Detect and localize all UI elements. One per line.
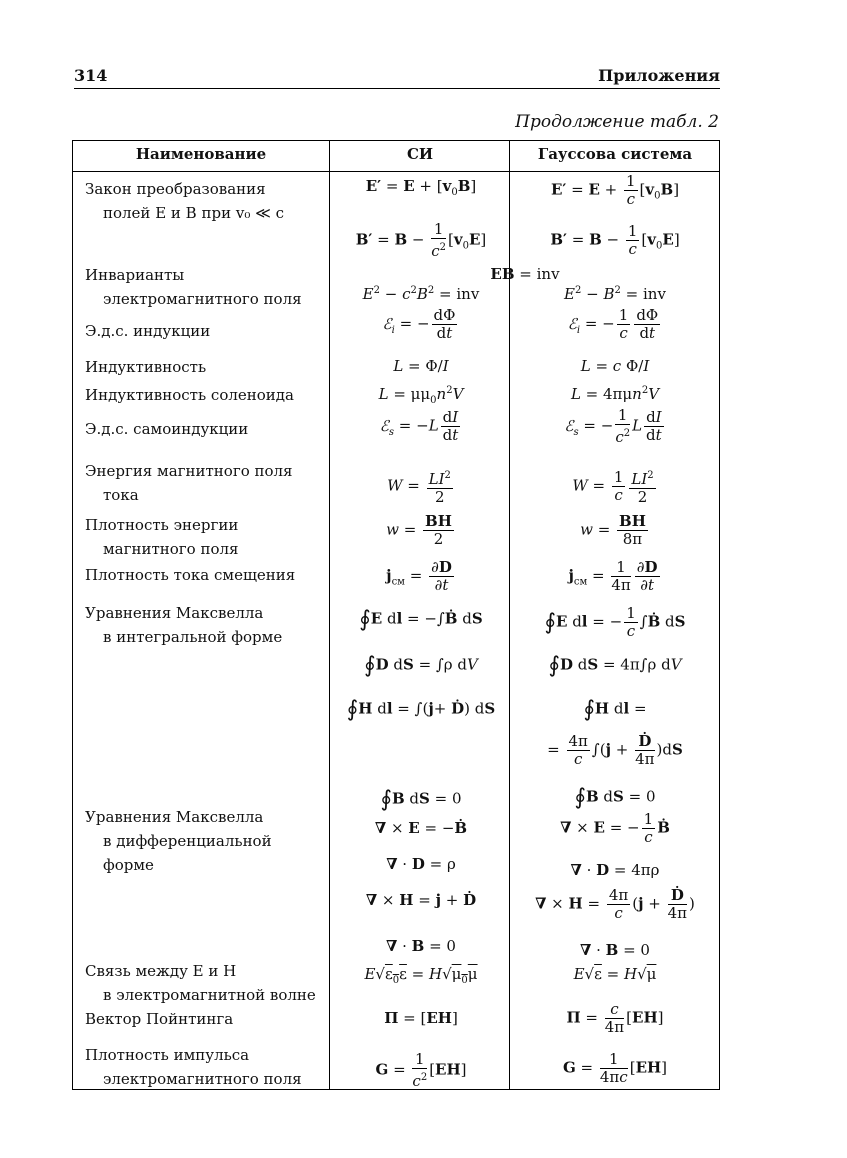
col-header-name: Наименование: [135, 145, 267, 163]
row-name: Уравнения Максвелла в интегральной форме: [85, 604, 283, 646]
page-header: [74, 66, 720, 88]
formula: ∇ × H = $\frac{4\pi}{c}$ (j + $\frac{\text{Ḋ}}{4\pi}$ ): [535, 886, 695, 922]
row-name: Вектор Пойнтинга: [85, 1010, 234, 1028]
formula: ∇ · B = 0: [386, 937, 456, 955]
row-name: Инварианты электромагнитного поля: [85, 266, 302, 308]
formula: = $\frac{4\pi}{c}$ ∫(j + $\frac{\text{Ḋ}}{4\pi}$ )dS: [547, 732, 683, 768]
row-name: Индуктивность: [85, 358, 207, 376]
row-name: Индуктивность соленоида: [85, 386, 294, 404]
formula: ∇ × E = −Ḃ: [374, 819, 468, 837]
running-title: Приложения: [598, 66, 720, 85]
page-number: 314: [74, 66, 108, 85]
formula: ℰ$_i$ = − $\frac{d\Phi}{dt}$: [382, 306, 456, 342]
header-rule: [74, 88, 720, 89]
formula: ∮B dS = 0: [574, 785, 656, 810]
formula: W = $\frac{LI^2}{2}$: [331, 467, 511, 506]
col-header-gauss: Гауссова система: [537, 145, 693, 163]
table-continuation: Продолжение табл. 2: [515, 112, 719, 132]
formula: B′ = B − $\frac{1}{c^2}$ $[v_0E]$: [355, 220, 487, 260]
formula: w = $\frac{BH}{2}$: [386, 512, 452, 548]
formula: $j_{см}$ = $\frac{\partial D}{\partial t}$: [386, 558, 452, 594]
row-name: Э.д.с. индукции: [85, 322, 211, 340]
formula: E′ = E + $\frac{1}{c}$ $[v_0B]$: [550, 172, 680, 208]
row-name: Связь между E и H в электромагнитной волне: [85, 962, 316, 1004]
formula: EB = inv: [490, 265, 560, 283]
formula: $j_{см}$ = $\frac{1}{4\pi}$ $\frac{\partial D}{\partial t}$: [568, 558, 658, 594]
row-name: Плотность энергии магнитного поля: [85, 516, 239, 558]
header-rule-table: [73, 171, 719, 172]
formula: E√ε = H√μ: [573, 965, 657, 983]
formula: ∮B dS = 0: [380, 787, 462, 812]
formula: ∇ × H = j + Ḋ: [365, 891, 477, 909]
column-divider: [329, 141, 330, 1089]
row-name: Плотность тока смещения: [85, 566, 296, 584]
formula: B′ = B − $\frac{1}{c}$ $[v_0E]$: [550, 222, 680, 258]
formula: ∮H dl = ∫(j+ Ḋ) dS: [346, 697, 496, 722]
formula: Π = [EH]: [384, 1009, 458, 1027]
row-name: Закон преобразования полей E и B при v₀ ≪ c: [85, 180, 284, 222]
formula: ℰ$_s$ = − $\frac{1}{c^2}$ L $\frac{dI}{dt}$: [564, 406, 662, 446]
row-name: Э.д.с. самоиндукции: [85, 420, 249, 438]
formula: ∮D dS = 4π∫ρ dV: [548, 653, 682, 678]
formula: $E^2 - B^2$ = inv: [564, 285, 666, 303]
formula: L = 4πμn$^2$V: [570, 385, 660, 403]
row-name: Энергия магнитного поля тока: [85, 462, 293, 504]
formula-table: [72, 140, 720, 1090]
formula: ∇ · B = 0: [580, 941, 650, 959]
formula: L = c Φ/I: [580, 357, 650, 375]
formula: W = $\frac{1}{c}$ $\frac{LI^2}{2}$: [572, 468, 654, 506]
formula: ∮H dl =: [583, 697, 647, 722]
formula: ∇ × E = − $\frac{1}{c}$ Ḃ: [560, 810, 670, 846]
formula: Π = $\frac{c}{4\pi}$ [EH]: [566, 1000, 664, 1036]
formula: ∇ · D = ρ: [386, 855, 456, 873]
formula: $L = \mu\mu_0n^2V$: [378, 385, 464, 406]
formula: ℰ$_i$ = − $\frac{1}{c}$ $\frac{d\Phi}{dt}$: [567, 306, 659, 342]
formula: L = Φ/I: [393, 357, 449, 375]
formula: $E' = E + [v_0B]$: [365, 177, 477, 198]
row-name: Плотность импульса электромагнитного поля: [85, 1046, 302, 1088]
formula: ∮D dS = ∫ρ dV: [364, 653, 478, 678]
formula: ∇ · D = 4πρ: [570, 861, 660, 879]
row-name: Уравнения Максвелла в дифференциальной форме: [85, 808, 272, 874]
formula: ∮E dl = − $\frac{1}{c}$ ∫Ḃ dS: [544, 604, 686, 640]
formula: $E√\varepsilon_0\varepsilon = H√\mu_0\mu$: [364, 965, 478, 986]
formula: ℰ$_s$ = −L $\frac{dI}{dt}$: [379, 408, 459, 444]
formula: ∮E dl = −∫Ḃ dS: [359, 607, 483, 632]
col-header-si: СИ: [406, 145, 434, 163]
formula: $E^2 - c^2B^2$ = inv: [362, 285, 480, 303]
formula: G = $\frac{1}{4\pi c}$ [EH]: [562, 1050, 668, 1086]
formula: w = $\frac{BH}{8\pi}$: [580, 512, 646, 548]
formula: G = $\frac{1}{c^2}$ [EH]: [375, 1050, 467, 1090]
